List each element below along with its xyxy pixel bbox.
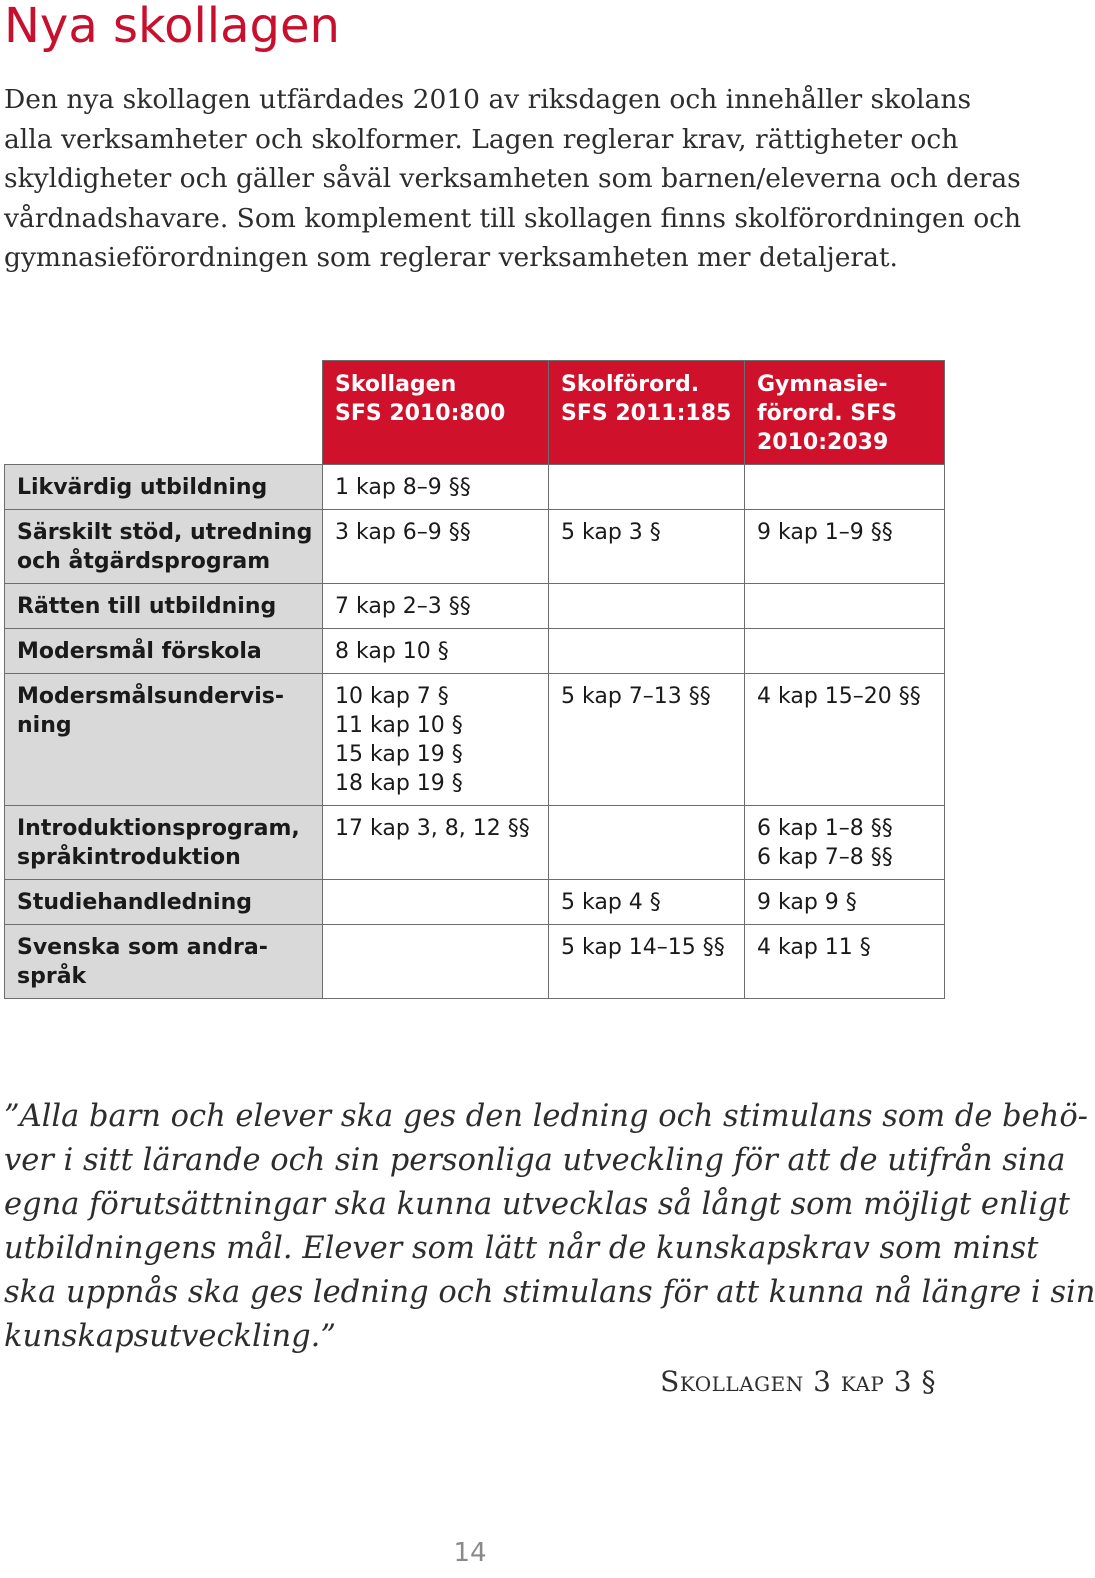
cell-line: 5 kap 7–13 §§ [561, 684, 711, 709]
row-header [5, 674, 323, 806]
intro-line: vårdnadshavare. Som komplement till skollagen finns skolförordningen och [4, 202, 1022, 234]
row-header-line: språkintroduktion [17, 845, 241, 870]
table-corner [5, 361, 323, 465]
table-cell-skollagen [323, 880, 549, 925]
table-cell-gymnasieforordningen [745, 510, 945, 584]
cell-line: 10 kap 7 § [335, 684, 449, 709]
table-cell-gymnasieforordningen [745, 674, 945, 806]
row-header-line: Särskilt stöd, utredning [17, 520, 313, 545]
row-header-line: språk [17, 964, 87, 989]
row-header-line: Introduktionsprogram, [17, 816, 300, 841]
cell-line: 5 kap 14–15 §§ [561, 935, 725, 960]
quote-line: kunskapsutveckling.” [4, 1319, 336, 1354]
table-row [5, 925, 945, 999]
intro-paragraph [4, 80, 1022, 278]
cell-line: 9 kap 1–9 §§ [757, 520, 893, 545]
cell-line: 6 kap 1–8 §§ [757, 816, 893, 841]
header-line: SFS 2011:185 [561, 401, 732, 426]
header-line: 2010:2039 [757, 430, 889, 455]
row-header [5, 880, 323, 925]
cell-line: 7 kap 2–3 §§ [335, 594, 471, 619]
cell-line: 6 kap 7–8 §§ [757, 845, 893, 870]
table-cell-gymnasieforordningen [745, 925, 945, 999]
table-row [5, 510, 945, 584]
cell-line: 15 kap 19 § [335, 742, 463, 767]
cell-line: 4 kap 11 § [757, 935, 871, 960]
column-header-skollagen [323, 361, 549, 465]
row-header-line: Svenska som andra- [17, 935, 268, 960]
table-row [5, 674, 945, 806]
cell-line: 8 kap 10 § [335, 639, 449, 664]
table-cell-skollagen [323, 465, 549, 510]
row-header [5, 584, 323, 629]
column-header-gymnasieforordningen [745, 361, 945, 465]
table-cell-skolforordningen [549, 584, 745, 629]
cell-line: 18 kap 19 § [335, 771, 463, 796]
page-title: Nya skollagen [4, 0, 340, 54]
row-header-line: Studiehandledning [17, 890, 252, 915]
page-number: 14 [453, 1538, 487, 1568]
law-reference-table [4, 360, 945, 999]
table-cell-skollagen [323, 584, 549, 629]
table-cell-gymnasieforordningen [745, 584, 945, 629]
header-line: SFS 2010:800 [335, 401, 506, 426]
intro-line: gymnasieförordningen som reglerar verksamheten mer detaljerat. [4, 242, 898, 273]
table-cell-skolforordningen [549, 510, 745, 584]
table-row [5, 584, 945, 629]
header-line: Skollagen [335, 372, 457, 397]
table-header-row [5, 361, 945, 465]
quote-line: ska uppnås ska ges ledning och stimulans för att kunna nå längre i sin [4, 1275, 1095, 1310]
table-cell-skolforordningen [549, 880, 745, 925]
table-cell-skolforordningen [549, 806, 745, 880]
quote-source: Skollagen 3 kap 3 § [660, 1365, 936, 1398]
cell-line: 17 kap 3, 8, 12 §§ [335, 816, 530, 841]
row-header-line: Modersmålsundervis- [17, 684, 284, 709]
cell-line: 11 kap 10 § [335, 713, 463, 738]
table-cell-skollagen [323, 510, 549, 584]
table-cell-skollagen [323, 674, 549, 806]
table-cell-skolforordningen [549, 925, 745, 999]
table-cell-skollagen [323, 925, 549, 999]
table-cell-skolforordningen [549, 465, 745, 510]
table-cell-gymnasieforordningen [745, 629, 945, 674]
intro-line: Den nya skollagen utfärdades 2010 av riksdagen och innehåller skolans [4, 84, 972, 115]
intro-line: alla verksamheter och skolformer. Lagen reglerar krav, rättigheter och [4, 123, 959, 155]
quote-line: ver i sitt lärande och sin personliga utveckling för att de utifrån sina [4, 1143, 1066, 1178]
row-header-line: ning [17, 713, 72, 738]
quote-line: utbildningens mål. Elever som lätt når de kunskapskrav som minst [4, 1231, 1039, 1266]
header-line: förord. SFS [757, 401, 897, 426]
table-cell-skollagen [323, 806, 549, 880]
table-cell-gymnasieforordningen [745, 806, 945, 880]
table-cell-skolforordningen [549, 629, 745, 674]
column-header-skolforordningen [549, 361, 745, 465]
table-row [5, 806, 945, 880]
cell-line: 5 kap 4 § [561, 890, 661, 915]
row-header [5, 629, 323, 674]
table-cell-skollagen [323, 629, 549, 674]
row-header-line: och åtgärdsprogram [17, 549, 271, 574]
table-cell-skolforordningen [549, 674, 745, 806]
header-line: Skolförord. [561, 372, 700, 397]
cell-line: 5 kap 3 § [561, 520, 661, 545]
table-row [5, 629, 945, 674]
row-header [5, 806, 323, 880]
row-header-line: Rätten till utbildning [17, 594, 277, 619]
law-quote [4, 1095, 1095, 1359]
cell-line: 9 kap 9 § [757, 890, 857, 915]
row-header-line: Likvärdig utbildning [17, 475, 268, 500]
quote-line: ”Alla barn och elever ska ges den ledning och stimulans som de behö- [4, 1099, 1088, 1134]
table-row [5, 465, 945, 510]
row-header [5, 925, 323, 999]
row-header [5, 465, 323, 510]
cell-line: 1 kap 8–9 §§ [335, 475, 471, 500]
cell-line: 3 kap 6–9 §§ [335, 520, 471, 545]
header-line: Gymnasie- [757, 372, 888, 397]
intro-line: skyldigheter och gäller såväl verksamheten som barnen/eleverna och deras [4, 163, 1021, 194]
row-header [5, 510, 323, 584]
quote-line: egna förutsättningar ska kunna utvecklas så långt som möjligt enligt [4, 1187, 1070, 1222]
table-cell-gymnasieforordningen [745, 880, 945, 925]
table-cell-gymnasieforordningen [745, 465, 945, 510]
cell-line: 4 kap 15–20 §§ [757, 684, 921, 709]
row-header-line: Modersmål förskola [17, 639, 262, 664]
table-row [5, 880, 945, 925]
